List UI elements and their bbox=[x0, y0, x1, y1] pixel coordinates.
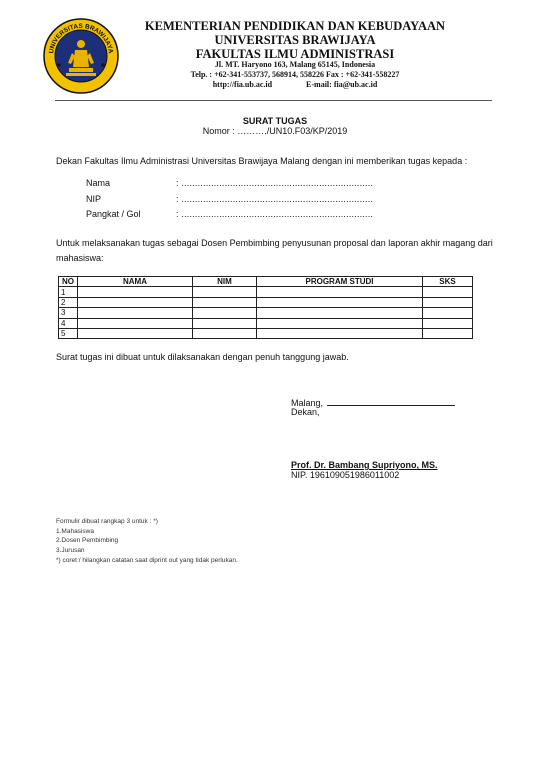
signature-position: Dekan, bbox=[291, 407, 320, 417]
col-header-program: PROGRAM STUDI bbox=[257, 277, 423, 287]
date-line bbox=[327, 397, 455, 406]
notes-heading: Formulir dibuat rangkap 3 untuk : *) bbox=[56, 518, 158, 525]
table-row bbox=[59, 287, 473, 297]
document-number: Nomor : ………./UN10.F03/KP/2019 bbox=[202, 126, 348, 136]
cell-no: 5 bbox=[59, 328, 78, 338]
cell-sks bbox=[423, 287, 473, 297]
letterhead-address: Jl. MT. Haryono 163, Malang 65145, Indonesia bbox=[214, 60, 376, 69]
letterhead-contact bbox=[120, 80, 470, 89]
student-table bbox=[58, 276, 473, 339]
cell-no: 4 bbox=[59, 318, 78, 328]
closing-text: Surat tugas ini dibuat untuk dilaksanakan dengan penuh tanggung jawab. bbox=[56, 352, 349, 362]
cell-program bbox=[257, 308, 423, 318]
letterhead-faculty: FAKULTAS ILMU ADMINISTRASI bbox=[195, 47, 395, 61]
notes-item: 2.Dosen Pembimbing bbox=[56, 537, 119, 544]
purpose-text: Untuk melaksanakan tugas sebagai Dosen Pembimbing penyusunan proposal dan laporan akhir magang dari mahasiswa: bbox=[56, 238, 493, 263]
letterhead-email: E-mail: fia@ub.ac.id bbox=[306, 80, 378, 89]
letterhead-website: http://fia.ub.ac.id bbox=[212, 80, 273, 89]
cell-name bbox=[78, 318, 193, 328]
signatory-name: Prof. Dr. Bambang Supriyono, MS. bbox=[291, 460, 438, 470]
signatory-nip: NIP. 196109051986011002 bbox=[291, 470, 400, 480]
cell-nim bbox=[193, 328, 257, 338]
logo-text: UNIVERSITAS BRAWIJAYA bbox=[48, 22, 114, 54]
notes-item: 1.Mahasiswa bbox=[56, 527, 94, 535]
table-header-row bbox=[59, 277, 473, 287]
col-header-name: NAMA bbox=[78, 277, 193, 287]
cell-nim bbox=[193, 308, 257, 318]
letterhead-phone: Telp. : +62-341-553737, 568914, 558226 Fax : +62-341-558227 bbox=[190, 70, 400, 79]
table-row bbox=[59, 318, 473, 328]
cell-program bbox=[257, 297, 423, 307]
letterhead-university: UNIVERSITAS BRAWIJAYA bbox=[214, 33, 376, 47]
cell-no: 2 bbox=[59, 297, 78, 307]
cell-name bbox=[78, 328, 193, 338]
cell-program bbox=[257, 328, 423, 338]
cell-sks bbox=[423, 297, 473, 307]
field-label: Nama bbox=[86, 178, 111, 188]
university-logo bbox=[42, 17, 120, 95]
cell-sks bbox=[423, 328, 473, 338]
cell-no: 1 bbox=[59, 287, 78, 297]
intro-text: Dekan Fakultas Ilmu Administrasi Universitas Brawijaya Malang dengan ini memberikan tugas kepada : bbox=[56, 156, 468, 166]
cell-sks bbox=[423, 308, 473, 318]
field-label: Pangkat / Gol bbox=[86, 209, 141, 219]
cell-nim bbox=[193, 297, 257, 307]
cell-nim bbox=[193, 287, 257, 297]
cell-name bbox=[78, 297, 193, 307]
col-header-no: NO bbox=[59, 277, 78, 287]
cell-name bbox=[78, 308, 193, 318]
col-header-sks: SKS bbox=[423, 277, 473, 287]
col-header-nim: NIM bbox=[193, 277, 257, 287]
signature-place-label: Malang, bbox=[291, 398, 324, 408]
notes-item: 3.Jurusan bbox=[56, 546, 85, 554]
field-value: : ....................................................................... bbox=[176, 178, 374, 188]
table-row bbox=[59, 328, 473, 338]
copy-notes bbox=[56, 517, 158, 555]
letterhead-ministry: KEMENTERIAN PENDIDIKAN DAN KEBUDAYAAN bbox=[144, 19, 446, 33]
cell-program bbox=[257, 318, 423, 328]
cell-nim bbox=[193, 318, 257, 328]
table-row bbox=[59, 297, 473, 307]
table-row bbox=[59, 308, 473, 318]
cell-sks bbox=[423, 318, 473, 328]
cell-program bbox=[257, 287, 423, 297]
footnote: *) coret / hilangkan catatan saat diprint out yang tidak perlukan. bbox=[56, 557, 238, 564]
field-value: : ....................................................................... bbox=[176, 209, 374, 219]
field-label: NIP bbox=[86, 193, 102, 204]
document-title: SURAT TUGAS bbox=[242, 116, 308, 126]
cell-no: 3 bbox=[59, 308, 78, 318]
letterhead-divider bbox=[55, 100, 492, 101]
field-value: : ....................................................................... bbox=[176, 193, 374, 204]
cell-name bbox=[78, 287, 193, 297]
